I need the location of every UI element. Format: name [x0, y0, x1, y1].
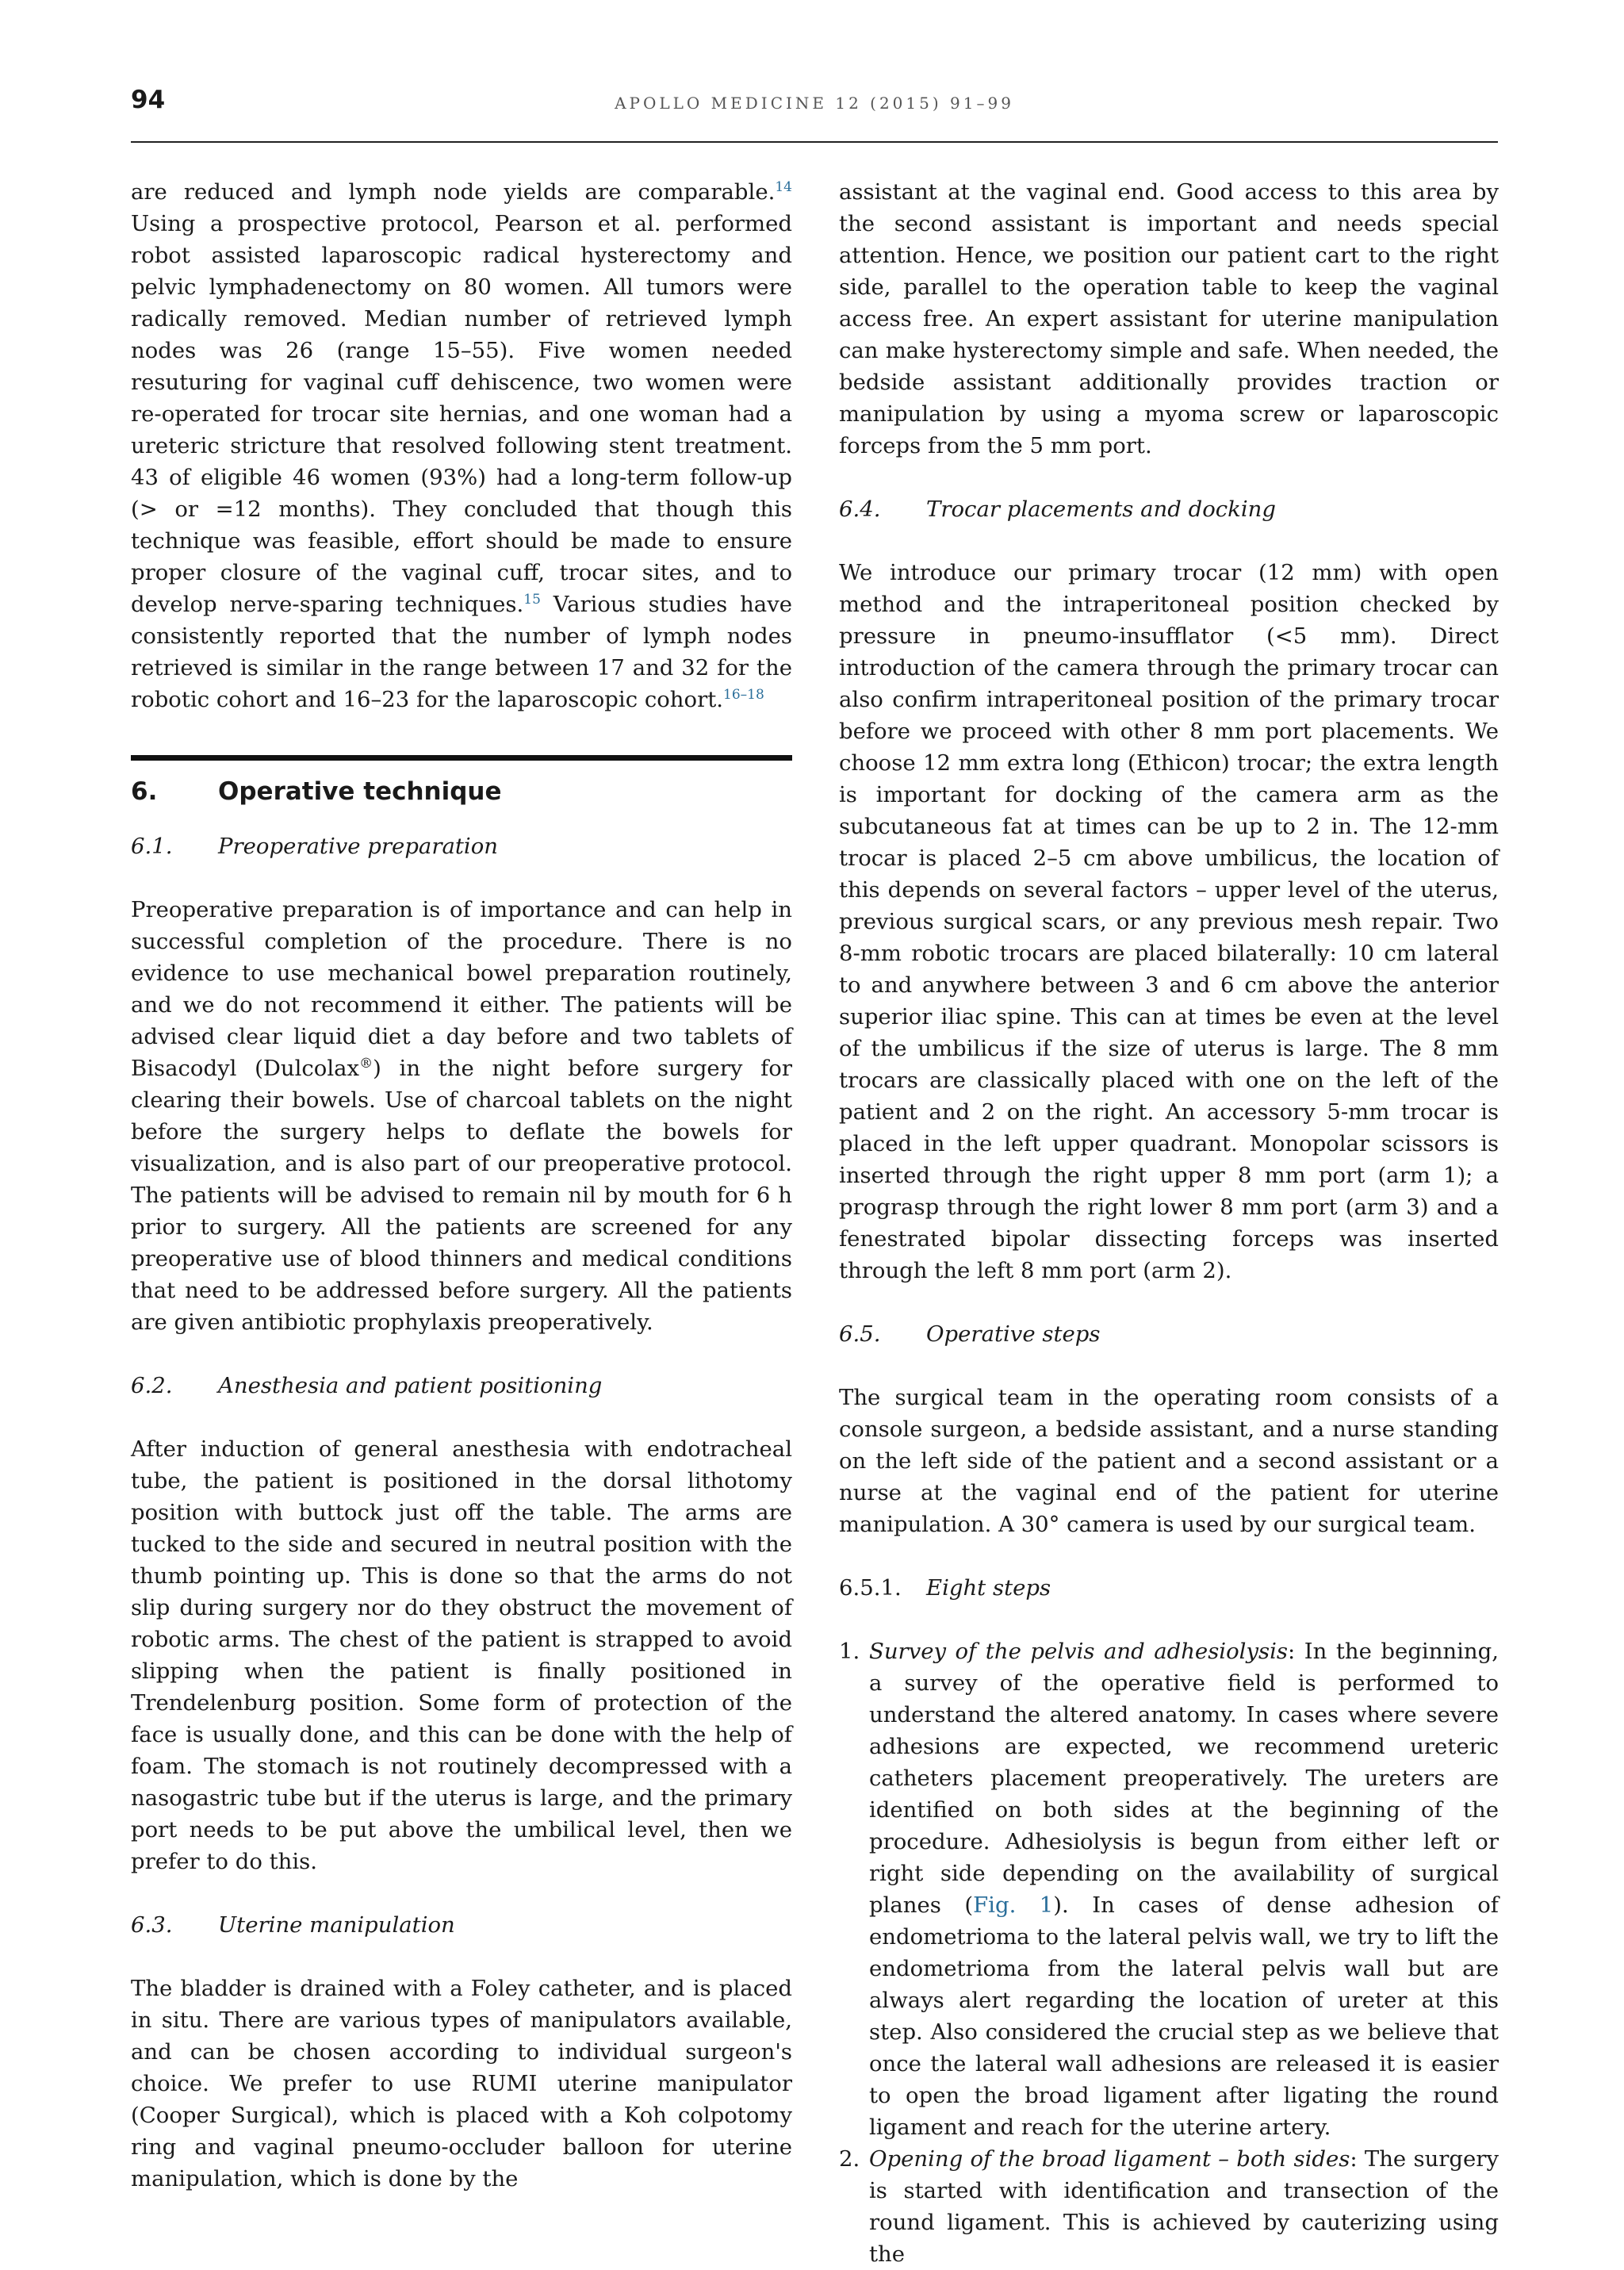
subsection-heading-6-1: 6.1. Preoperative preparation: [131, 834, 498, 859]
trocar-placement-paragraph: We introduce our primary trocar (12 mm) with open method and the intraperitoneal position checked by pressure in pneumo-insufflator (<5 mm). Direct introduction of the camera through the primary trocar can also confirm intraperitoneal position of the primary trocar before we proceed with other 8 mm port placements. We choose 12 mm extra long (Ethicon) trocar; the extra length is important for docking of the camera arm as the subcutaneous fat at times can be up to 2 in. The 12-mm trocar is placed 2–5 cm above umbilicus, the location of this depends on several factors – upper level of the uterus, previous surgical scars, or any previous mesh repair. Two 8-mm robotic trocars are placed bilaterally: 10 cm lateral to and anywhere between 3 and 6 cm above the anterior superior iliac spine. This can at times be even at the level of the umbilicus if the size of uterus is large. The 8 mm trocars are classically placed with one on the left of the patient and 2 on the right. An accessory 5-mm trocar is placed in the left upper quadrant. Monopolar scissors is inserted through the right upper 8 mm port (arm 1); a prograsp through the right lower 8 mm port (arm 3) and a fenestrated bipolar dissecting forceps was inserted through the left 8 mm port (arm 2).: [839, 560, 1499, 1283]
list-item: 1. Survey of the pelvis and adhesiolysis: In the beginning, a survey of the operative field is performed to understand the altered anatomy. In cases where severe adhesions are expected, we recommend ureteric catheters placement preoperatively. The ureters are identified on both sides at the beginning of the procedure. Adhesiolysis is begun from either left or right side depending on the availability of surgical planes (Fig. 1). In cases of dense adhesion of endometrioma to the lateral pelvis wall, we try to lift the endometrioma from the lateral pelvis wall but are always alert regarding the location of ureter at this step. Also considered the crucial step as we believe that once the lateral wall adhesions are released it is easier to open the broad ligament after ligating the round ligament and reach for the uterine artery.: [839, 1639, 1499, 2140]
citation-16-18[interactable]: 16–18: [723, 686, 764, 703]
subsection-heading-6-5: 6.5. Operative steps: [839, 1321, 1101, 1347]
intro-paragraph: are reduced and lymph node yields are comparable.$^{14}$ Using a prospective protocol, Pearson et al. performed robot assisted laparoscopic radical hysterectomy and pelvic lymphadenectomy on 80 women. All tumors were radically removed. Median number of retrieved lymph nodes was 26 (range 15–55). Five women needed resuturing for vaginal cuff dehiscence, two women were re-operated for trocar site hernias, and one woman had a ureteric stricture that resolved following stent treatment. 43 of eligible 46 women (93%) had a long-term follow-up (> or =12 months). They concluded that though this technique was feasible, effort should be made to ensure proper closure of the vaginal cuff, trocar sites, and to develop nerve-sparing techniques.$^{15}$ Various studies have consistently reported that the number of lymph nodes retrieved is similar in the range between 17 and 32 for the robotic cohort and 16–23 for the laparoscopic cohort.$^{16-18}$: [131, 178, 793, 712]
page-number: 94: [131, 86, 166, 114]
left-column: [131, 176, 792, 2195]
citation-15[interactable]: 15: [523, 591, 541, 608]
anesthesia-paragraph: After induction of general anesthesia with endotracheal tube, the patient is positioned in the dorsal lithotomy position with buttock just off the table. The arms are tucked to the side and secured in neutral position with the thumb pointing up. This is done so that the arms do not slip during surgery nor do they obstruct the movement of robotic arms. The chest of the patient is strapped to avoid slipping when the patient is finally positioned in Trendelenburg position. Some form of protection of the face is usually done, and this can be done with the help of foam. The stomach is not routinely decompressed with a nasogastric tube but if the uterus is large, and the primary port needs to be put above the umbilical level, then we prefer to do this.: [131, 1436, 792, 1874]
list-item: 2. Opening of the broad ligament – both sides: The surgery is started with identification and transection of the round ligament. This is achieved by cauterizing using the: [839, 2146, 1499, 2267]
preoperative-preparation-paragraph: Preoperative preparation is of importance and can help in successful completion of the procedure. There is no evidence to use mechanical bowel preparation routinely, and we do not recommend it either. The patients will be advised clear liquid diet a day before and two tablets of Bisacodyl (Dulcolax®) in the night before surgery for clearing their bowels. Use of charcoal tablets on the night before the surgery helps to deflate the bowels for visualization, and is also part of our preoperative protocol. The patients will be advised to remain nil by mouth for 6 h prior to surgery. All the patients are screened for any preoperative use of blood thinners and medical conditions that need to be addressed before surgery. All the patients are given antibiotic prophylaxis preoperatively.: [131, 897, 792, 1335]
figure-1-link[interactable]: Fig. 1: [973, 1892, 1054, 1918]
continued-paragraph: assistant at the vaginal end. Good access to this area by the second assistant is important and needs special attention. Hence, we position our patient cart to the right side, parallel to the operation table to keep the vaginal access free. An expert assistant for uterine manipulation can make hysterectomy simple and safe. When needed, the bedside assistant additionally provides traction or manipulation by using a myoma screw or laparoscopic forceps from the 5 mm port.: [839, 179, 1499, 458]
subsubsection-heading-6-5-1: 6.5.1. Eight steps: [839, 1575, 1051, 1601]
section-heading-operative-technique: 6. Operative technique: [131, 777, 502, 806]
subsection-heading-6-4: 6.4. Trocar placements and docking: [839, 497, 1276, 522]
uterine-manipulation-paragraph: The bladder is drained with a Foley catheter, and is placed in situ. There are various types of manipulators available, and can be chosen according to individual surgeon's choice. We prefer to use RUMI uterine manipulator (Cooper Surgical), which is placed with a Koh colpotomy ring and vaginal pneumo-occluder balloon for uterine manipulation, which is done by the: [131, 1976, 792, 2191]
operative-steps-paragraph: The surgical team in the operating room consists of a console surgeon, a bedside assistant, and a nurse standing on the left side of the patient and a second assistant or a nurse at the vaginal end of the patient for uterine manipulation. A 30° camera is used by our surgical team.: [839, 1385, 1499, 1537]
subsection-heading-6-3: 6.3. Uterine manipulation: [131, 1912, 455, 1938]
section-rule: [131, 755, 792, 761]
journal-running-head: APOLLO MEDICINE 12 (2015) 91–99: [615, 94, 1014, 113]
subsection-heading-6-2: 6.2. Anesthesia and patient positioning: [131, 1373, 603, 1398]
eight-steps-list: [839, 1635, 1499, 2270]
right-column: [839, 176, 1499, 2270]
page-header: [131, 79, 1498, 143]
citation-14[interactable]: 14: [775, 178, 792, 195]
